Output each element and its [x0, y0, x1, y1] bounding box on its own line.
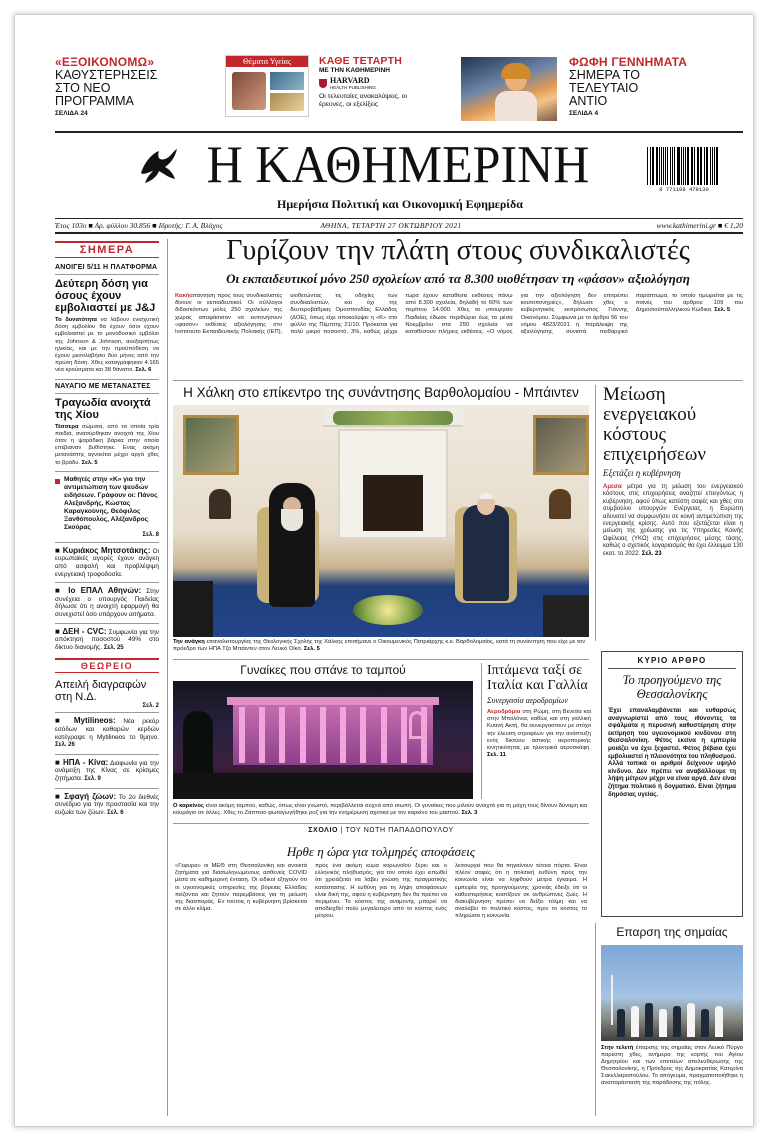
barcode-bar — [712, 147, 713, 185]
comment-headline[interactable]: Ηρθε η ώρα για τολμηρές αποφάσεις — [286, 844, 476, 859]
bullet-text: Στην συνέχεια ο υπουργός Παιδείας δήλωσε ότι η ανοιχτή εφαρμογή θα συνεχιστεί όσο υπάρχουν αιτήματα. — [55, 588, 159, 618]
harvard-shield-icon — [319, 79, 327, 88]
section-rule — [173, 659, 589, 660]
bullet-lead: ■ Ιο ΕΠΑΛ Αθηνών: — [55, 586, 142, 596]
barcode-bar — [716, 147, 718, 185]
teaser-sub: ΜΕ ΤΗΝ ΚΑΘΗΜΕΡΙΝΗ — [319, 67, 390, 74]
page-ref: Σελ. 6 — [107, 809, 124, 816]
teaser-page-ref: ΣΕΛΙΔΑ 4 — [569, 110, 599, 117]
divider — [55, 471, 159, 472]
section-rule — [173, 823, 589, 824]
barcode-bar — [659, 147, 660, 185]
flagpole — [611, 975, 613, 1025]
promo-lead: Μαθητές στην «Κ» — [64, 475, 122, 483]
page-ref[interactable]: Σελ. 23 — [641, 550, 662, 557]
building-columns — [239, 707, 427, 763]
teaser-text: Οι τελευταίες ανακαλύψεις, οι έρευνες, οι εξελίξεις — [319, 93, 407, 108]
story-title[interactable]: Απειλή διαγραφών στη Ν.Δ. — [55, 679, 147, 704]
article-text: απάντηση προς τους συνδικαλιστές δίνουν οι εκπαιδευτικοί. Οι σύλλογοι διδασκόντων μόλις 250 σχολείων της χώρας αποφάσισαν να εκπονήσουν «φασόν» εκθέσεις αξιολόγησης στο Ινστιτούτο Εκπαιδευτικής Πολιτικής (ΙΕΠ), υιοθετώντας τις οδηγίες των συνδικαλιστών, και όχι της δευτεροβάθμιας Ομοσπονδίας Ελλάδος (ΔΟΕ), όπως είχε αποκαλύψει η «Κ» στο φύλλο της Πέμπτης 21/10. Πρόκειται για πολύ μικρό ποσοστό, 3%, καθώς μέχρι τώρα έχουν καταθέσει εκθέσεις πάνω από 8.300 σχολεία, δηλαδή το 60% των περίπου 14.000. Χθες το υπουργείο Παιδείας έδωσε περιθώριο έως τα μέσα Νοεμβρίου στα 250 σχολεία να καταθέσουν πλήρεις εκθέσεις. «Ο νόμος για την αξιολόγηση δεν επιτρέπει κουτοπονηριές», δήλωσε χθες ο κυβερνητικός εκπρόσωπος Γιάννης Οικονόμου. Σύμφωνα με το άρθρο 56 του νόμου 4823/2021 η παράλειψη της αξιολόγησης συνιστά πειθαρχικό παράπτωμα, το οποίο τιμωρείται με τις ποινές του άρθρου 109 του Δημοσιοϋπαλληλικού Κώδικα. — [175, 293, 743, 336]
barcode-bar — [663, 147, 664, 185]
painting-left — [183, 415, 239, 475]
teaser-page-ref: ΣΕΛΙΔΑ 24 — [55, 110, 88, 117]
italy-text — [487, 709, 591, 759]
page-ref[interactable]: Σελ. 5 — [303, 646, 320, 652]
caption-lead: Ο καρκίνος — [173, 803, 204, 809]
comment-column-3: λειτουργεί που θα πηγαίνουν τέτοια πόρτα. Είναι πλέον σαφές ότι η πολιτική ευθύνη προς την κοινωνία είναι να ληφθούν μέτρα έγκαιρα. Η εμπειρία της προηγούμενης χρονιάς έδειξε ότι οι καθυστερήσεις κοστίζουν σε ανθρώπινες ζωές. Η διακυβέρνηση πρέπει να δείξει τόλμη και να αναλάβει το πολιτικό κόστος, πριν το κόστος το πληρώσει η κοινωνία. — [455, 863, 587, 920]
comment-byline: ΣΧΟΛΙΟ | ΤΟΥ ΝΩΤΗ ΠΑΠΑΔΟΠΟΥΛΟΥ — [308, 827, 454, 834]
flag-headline[interactable]: Επαρση της σημαίας — [616, 925, 728, 939]
flag-ceremony-photo[interactable] — [601, 945, 743, 1041]
brand-name: HARVARD — [330, 76, 370, 85]
energy-text — [603, 484, 743, 558]
page-ref[interactable]: Σελ. 8 — [142, 531, 159, 538]
magazine-cover[interactable] — [225, 55, 309, 117]
barcode-bar — [674, 147, 675, 185]
bullet-item[interactable] — [55, 628, 159, 653]
page-ref[interactable]: Σελ. 11 — [487, 752, 506, 759]
barcode-bar — [683, 147, 684, 185]
teaser-photo[interactable] — [461, 57, 557, 121]
building-cornice — [227, 697, 439, 705]
photo-caption — [173, 639, 589, 653]
barcode-bar — [691, 147, 692, 185]
bullet-lead: ■ ΔΕΗ - CVC: — [55, 626, 107, 636]
promo-text: για την αντιμετώπιση των ψευδών ειδήσεων. Γράφουν οι: Πάνος Αλεξανδρής, Κώστας Καραγκούνης, Θεόφιλος Ξανθόπουλος, Αλέξανδρος Σκούρας — [64, 475, 158, 531]
page-frame — [14, 14, 754, 1127]
teaser-left[interactable] — [55, 55, 215, 117]
teaser-right[interactable] — [569, 55, 743, 117]
foreground-shadow — [173, 581, 213, 637]
editorial-box — [601, 651, 743, 917]
building-column — [401, 707, 407, 763]
divider — [55, 379, 159, 380]
divider — [55, 754, 159, 755]
page-ref: Σελ. 25 — [103, 644, 124, 651]
barcode-bar — [665, 147, 666, 185]
caption-lead: Την ανάγκη — [173, 639, 205, 645]
bullet-text: Νέα ρεκόρ εσόδων και καθαρών κερδών κατέγραψε η Mytilineos το 9μηνο. — [55, 718, 159, 741]
teaser-center[interactable] — [319, 55, 439, 109]
bullet-lead: ■ Κυριάκος Μητσοτάκης: — [55, 545, 151, 555]
divider — [55, 274, 159, 275]
magazine-title: Θέματα Υγείας — [226, 56, 308, 67]
page-ref[interactable]: Σελ. 6 — [135, 367, 152, 374]
barcode-bar — [704, 147, 705, 185]
soldier-figure — [631, 1006, 639, 1037]
italy-kicker: Συνεργασία αεροδρομίων — [487, 696, 568, 705]
newspaper-page — [55, 55, 743, 1116]
energy-kicker: Εξετάζει η κυβέρνηση — [603, 468, 681, 478]
issue-info: Έτος 103ο ■ Αρ. φύλλου 30.856 ■ Ιδρυτής: Γ. Α. Βλάχος — [55, 221, 223, 230]
caption-text: επαναλειτουργίας της Θεολογικής Σχολής της Χάλκης επισήμανε ο Οικουμενικός Πατριάρχης κ.κ. Βαρθολομαίος, κατά τη συνάντηση που είχε με τον πρόεδρο των ΗΠΑ Τζο Μπάιντεν στον Λευκό Οίκο. — [173, 639, 586, 652]
bullet-lead: ■ Σφαγή ζώων: — [55, 791, 117, 801]
story-lead: Το δυνατότητα — [55, 317, 97, 323]
president-figure — [463, 505, 509, 601]
teaser-kicker: ΦΩΦΗ ΓΕΝΝΗΜΑΤΑ — [569, 55, 688, 69]
building-column — [300, 707, 306, 763]
soldier-figure — [715, 1006, 723, 1037]
story-kicker: ΑΝΟΙΓΕΙ 5/11 Η ΠΛΑΤΦΟΡΜΑ — [55, 264, 158, 271]
barcode-bar — [687, 147, 689, 185]
teaser-kicker: «ΕΞΟΙΚΟΝΟΜΩ» — [55, 55, 155, 69]
divider — [55, 712, 159, 713]
brand-sub: HEALTH PUBLISHING — [330, 85, 376, 90]
bust-right — [549, 489, 571, 519]
painting-right — [533, 415, 589, 475]
barcode-number: 9 771108 479130 — [659, 186, 709, 193]
story-text — [55, 317, 159, 375]
editorial-headline[interactable]: Το προηγούμενο της Θεσσαλονίκης — [622, 673, 722, 701]
flowers-mantel — [333, 411, 453, 425]
page-ref[interactable]: Σελ. 2 — [142, 703, 159, 710]
barcode-bar — [672, 147, 674, 185]
barcode-bar — [698, 147, 699, 185]
patriarch-beard — [281, 509, 303, 531]
story-body: σώματα, από τα οποία τρία παιδιά, ανασύρθηκαν ανοιχτά της Χίου όταν η ψαράδικη βάρκα στην οποία επέβαιναν βυθίστηκε. Ενας ακόμη μετανάστης αγνοείται μέχρι αργά χθες το βράδυ. — [55, 423, 159, 466]
barcode-bar — [694, 147, 695, 185]
foreground — [173, 773, 473, 799]
comment-author: ΤΟΥ ΝΩΤΗ ΠΑΠΑΔΟΠΟΥΛΟΥ — [345, 827, 454, 834]
story-body: να λάβουν ενισχυτική δόση εμβολίου θα έχουν όσοι έχουν εμβολιαστεί με το μονοδοσικό εμβόλιο της Johnson & Johnson, ανεξαρτήτως ηλικίας, και με την προϋπόθεση να έχουν μεσολαβήσει δύο μήνες από την πρώτη δόση. Χθες καταγράφηκαν 4.165 νέα κρούσματα και 38 θάνατοι. — [55, 317, 159, 374]
magazine-photo — [270, 93, 304, 111]
portrait-hair — [501, 63, 531, 79]
barcode-bar — [656, 147, 658, 185]
divider — [55, 623, 159, 624]
bullet-item[interactable] — [55, 717, 159, 749]
top-rule — [55, 131, 743, 133]
building-column — [239, 707, 245, 763]
story-title[interactable]: Δεύτερη δόση για όσους έχουν εμβολιαστεί με J&J — [55, 278, 156, 314]
bullet-item[interactable] — [55, 587, 159, 618]
soldier-figure — [687, 1003, 695, 1037]
story-title[interactable]: Τραγωδία ανοιχτά της Χίου — [55, 396, 151, 421]
masthead-subtitle: Ημερήσια Πολιτική και Οικονομική Εφημερίδα — [277, 197, 523, 211]
caption-text: είναι ακόμη ταμπού, καθώς, όπως είναι γνωστό, περιβάλλεται συχνά από σιωπή. Οι γυναίκες που μιλούν ανοιχτά για τη μάχη τους δίνουν δύναμη και κουράγιο σε άλλες. Χθες το Ζάππειο φωταγωγήθηκε ροζ για την ενημέρωση σχετικά με τον καρκίνο του μαστού. — [173, 803, 588, 816]
bullet-lead: ■ Mytilineos: — [55, 716, 116, 726]
bullet-text: Το 2ο διεθνές συνέδριο για την προστασία και την ευζωία των ζώων. — [55, 793, 159, 816]
divider — [55, 393, 159, 394]
barcode-bar — [652, 147, 653, 185]
bullet-item[interactable] — [55, 793, 159, 818]
italy-headline[interactable]: Ιπτάμενα ταξί σε Ιταλία και Γαλλία — [487, 663, 588, 693]
building-column — [381, 707, 387, 763]
women-caption — [173, 803, 589, 817]
bust-left — [209, 489, 231, 519]
building-column — [259, 707, 265, 763]
soldier-figure — [659, 1009, 667, 1037]
column-rule — [595, 385, 596, 641]
article-text: στη Ρώμη, στη Βενετία και στην Μπολόνια, καθώς και στη γαλλική Κυανή Ακτή, θα συνεργαστούν με στόχο την έλευση στροφέων για την ανάπτυξη ενός δικτύου αστικής αεροπορικής κινητικότητας με ηλεκτρικά αεροσκάφη. — [487, 709, 591, 752]
barcode-bar — [710, 147, 711, 185]
magazine-photo — [232, 72, 266, 110]
lead-word: Κακή — [175, 293, 190, 299]
barcode-bar — [667, 147, 668, 185]
lead-word: Αεροδρόμια — [487, 709, 521, 715]
building-column — [340, 707, 346, 763]
president-hair — [479, 493, 493, 499]
bullet-item[interactable] — [55, 759, 159, 784]
bullet-text: Διαφωνία για την ανάμειξη της Κίνας σε κρίσιμες ζητήματα. — [55, 759, 159, 782]
women-headline[interactable]: Γυναίκες που σπάνε το ταμπού — [240, 663, 406, 677]
editorial-text: Έχει επαναλαμβάνεται και ευθαρσώς αναγνωρίστεί από τους ιθύνοντες τα σφάλματα η περυσινή καθυστέρηση στην εκτίμηση του υγειονομικού κινδύνου στη Θεσσαλονίκη. Φέτος εκείνα η εμπειρία μοιάζει να έχει ξεχαστεί. Φέτος βέβαια έχει εμβολιαστεί η πλειονότητα του πληθυσμού. Αλλά τοπικά οι αριθμοί δείχνουν υψηλό κίνδυνο. Δεν πρέπει να αναβάλλουμε τη λήψη μέτρων μέχρι να είναι αργά. Δεν είναι ζήτημα πολιτικό ή δογματικό. Είναι ζήτημα δημόσιας υγείας. — [608, 707, 736, 798]
website-price: www.kathimerini.gr ■ € 1,20 — [656, 221, 743, 230]
portrait-body — [495, 91, 537, 121]
page-ref: Σελ. 26 — [55, 742, 75, 749]
fireplace-opening — [363, 475, 423, 531]
building-column — [320, 707, 326, 763]
magazine-photo — [270, 72, 304, 90]
teaser-headline: ΚΑΘΥΣΤΕΡΗΣΕΙΣ ΣΤΟ ΝΕΟ ΠΡΟΓΡΑΜΜΑ — [55, 68, 158, 108]
main-subhead: Οι εκπαιδευτικοί μόνο 250 σχολείων από τα 8.300 υιοθέτησαν τη «φάσον» αξιολόγηση — [226, 271, 690, 286]
barcode-bar — [681, 147, 682, 185]
sidebar — [55, 241, 159, 817]
soldier-figure — [645, 1003, 653, 1037]
barcode-bar — [650, 147, 651, 185]
column-rule — [167, 239, 168, 1116]
barcode-bar — [714, 147, 715, 185]
barcode — [647, 147, 719, 185]
barcode-bar — [707, 147, 708, 185]
barcode-bar — [661, 147, 662, 185]
caption-text: έπαρσης της σημαίας στον Λευκό Πύργο παρέστη χθες, ανήμερα της εορτής του Αγίου Δημητρίου και των επετείων απελευθέρωσης της Θεσσαλονίκης, η Πρόεδρος της Δημοκρατίας Κατερίνα Σακελλαροπούλου. Το απόγευμα, πραγματοποιήθηκε η αναπαράσταση της παράδοσης της πόλης. — [601, 1045, 743, 1086]
white-house-photo[interactable] — [173, 405, 589, 637]
page-ref[interactable]: Σελ. 5 — [81, 459, 98, 466]
divider — [608, 668, 736, 669]
divider — [55, 542, 159, 543]
lead-word: Αμεσα — [603, 484, 622, 490]
story-kicker: ΝΑΥΑΓΙΟ ΜΕ ΜΕΤΑΝΑΣΤΕΣ — [55, 382, 151, 390]
promo-block[interactable] — [55, 476, 159, 532]
zappeion-photo[interactable] — [173, 681, 473, 799]
barcode-bar — [670, 147, 671, 185]
barcode-bar — [697, 147, 698, 185]
photo-headline[interactable]: Η Χάλκη στο επίκεντρο της συνάντησης Βαρθολομαίου - Μπάιντεν — [183, 385, 579, 400]
page-ref[interactable]: Σελ. 3 — [461, 810, 478, 816]
italy-story — [487, 663, 591, 759]
soldier-figure — [617, 1009, 625, 1037]
foreground-shadow — [543, 595, 589, 637]
page-ref: Σελ. 9 — [84, 775, 101, 782]
masthead-title: Η ΚΑΘΗΜΕΡΙΝΗ — [206, 134, 590, 194]
flag-caption — [601, 1045, 743, 1087]
barcode-bar — [685, 147, 686, 185]
comment-column-2: προς ένα ακόμη κύμα κορωνοϊού ξέρει και ο ελληνικός πληθυσμός, για τον οποίο έχει ειπωθεί ότι χρειάζεται να λάβει γνώση της πραγματικής κατάστασης. Η ευθύνη για τη λήψη αποφάσεων είναι δική της, αφού η κυβέρνηση δεν θα πρέπει να περιμένει. Το κόστος της αναμονής μπορεί να αποδειχθεί πολύ μεγαλύτερο από το κόστος ενός μέτρου. — [315, 863, 447, 920]
barcode-bar — [692, 147, 693, 185]
energy-story — [603, 385, 743, 558]
page-ref[interactable]: Σελ. 5 — [714, 307, 731, 314]
article-text: μέτρα για τη μείωση του ενεργειακού κόστους στις επιχειρήσεις αναζητεί επειγόντως η κυβέρνηση, αφού όπως κατέστη σαφές και χθες στο συμβούλιο υπουργών Ενέργειας, η Ευρώπη αδυνατεί να συμφωνήσει σε κοινή αντιμετώπιση της ενεργειακής κρίσης. Αυτό που εξετάζεται είναι η μείωση της χρέωσης για τις Υπηρεσίες Κοινής Ωφέλειας (ΥΚΩ) στις επιχειρήσεις μέσης τάσης, καθώς ο σχετικός λογαριασμός θα έχει έλλειμμα 130 εκατ. το 2022. — [603, 484, 743, 557]
main-headline[interactable]: Γυρίζουν την πλάτη στους συνδικαλιστές — [226, 235, 690, 266]
teaser-kicker: ΚΑΘΕ ΤΕΤΑΡΤΗ — [319, 55, 403, 67]
building-column — [360, 707, 366, 763]
bullet-text: Συμφωνία για την απόκτηση ποσοστού 49% στο δίκτυο διανομής. — [55, 628, 159, 651]
barcode-bar — [706, 147, 707, 185]
column-rule — [481, 663, 482, 799]
building-column — [279, 707, 285, 763]
soldier-figure — [701, 1009, 709, 1037]
barcode-bar — [678, 147, 679, 185]
editorial-label: ΚΥΡΙΟ ΑΡΘΡΟ — [637, 656, 707, 665]
today-label: ΣΗΜΕΡΑ — [55, 241, 159, 258]
barcode-bar — [647, 147, 648, 185]
barcode-bar — [677, 147, 678, 185]
bullet-item[interactable] — [55, 547, 159, 578]
phoenix-logo — [137, 143, 181, 187]
column-rule — [595, 923, 596, 1116]
divider — [55, 788, 159, 789]
story-lead: Τέσσερα — [55, 423, 79, 430]
caption-lead: Στην τελετή — [601, 1045, 634, 1051]
promo-bullet-icon — [55, 479, 60, 484]
bullet-lead: ■ ΗΠΑ - Κίνα: — [55, 757, 109, 767]
masthead-rule — [55, 218, 743, 219]
teaser-headline: ΣΗΜΕΡΑ ΤΟ ΤΕΛΕΥΤΑΙΟ ΑΝΤΙΟ — [569, 68, 640, 108]
bullet-text: Οι ευρωπαϊκές αγορές έχουν ανάγκη από ασφαλή και προβλέψιμη ενεργειακή τροφοδοσία. — [55, 547, 159, 578]
section-rule — [173, 380, 743, 381]
divider — [55, 582, 159, 583]
pink-ribbon-icon — [409, 711, 425, 739]
story-text — [55, 424, 159, 467]
barcode-bar — [653, 147, 654, 185]
comment-column-1: «Γέφυρα» οι ΜΕΘ στη Θεσσαλονίκη και ανοικτά ζητήματα για διασωληνωμένους ασθενείς COVID μέσα σε καθημερινή ένταση. Οι ειδικοί εξηγούν ότι οι υγειονομικές υπηρεσίες της βόρειας Ελλάδας πιέζονται και ζητούν παρεμβάσεις για τη μείωση της διασποράς. Εν τούτοις η κυβέρνηση βρίσκεται σε άλλο κλίμα. — [175, 863, 307, 913]
theory-label: ΘΕΩΡΕΙΟ — [55, 658, 159, 673]
energy-headline[interactable]: Μείωση ενεργειακού κόστους επιχειρήσεων — [603, 384, 706, 465]
main-article-body — [175, 293, 743, 377]
comment-label: ΣΧΟΛΙΟ — [308, 827, 339, 834]
soldier-figure — [673, 1006, 681, 1037]
masthead-rule-bottom — [55, 232, 743, 234]
issue-date: ΑΘΗΝΑ, ΤΕΤΑΡΤΗ 27 ΟΚΤΩΒΡΙΟΥ 2021 — [320, 221, 462, 230]
barcode-bar — [700, 147, 702, 185]
soldiers-row — [617, 997, 737, 1037]
flower-arrangement — [353, 595, 423, 625]
